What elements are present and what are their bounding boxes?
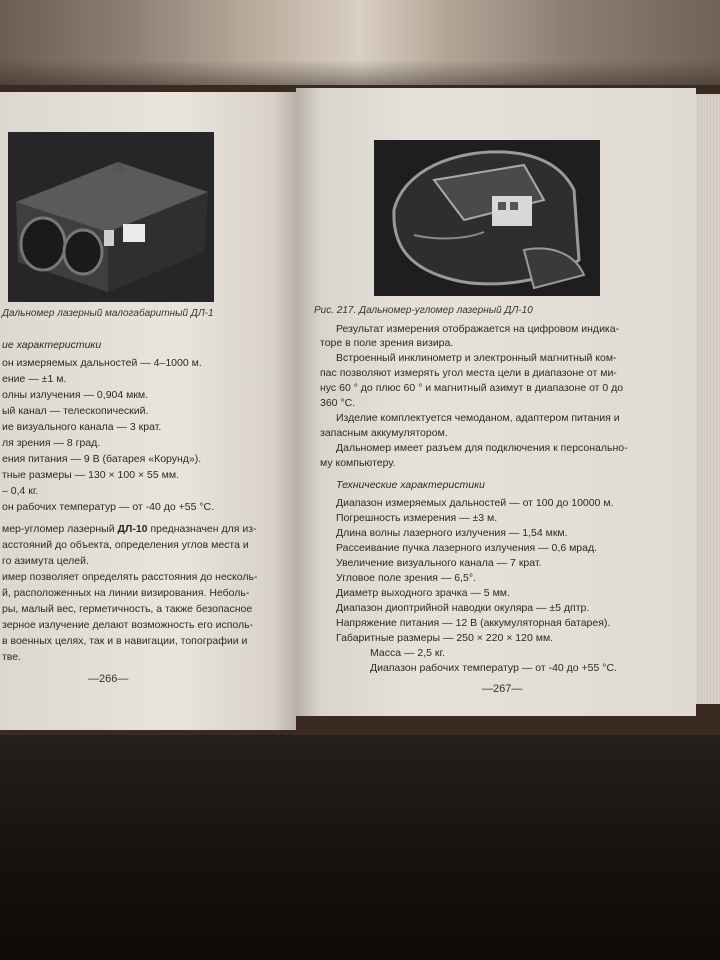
left-paragraph-line: имер позволяет определять расстояния до несколь- xyxy=(2,571,258,583)
left-specs-heading: ие характеристики xyxy=(2,339,102,351)
left-figure-caption: Дальномер лазерный малогабаритный ДЛ-1 xyxy=(2,308,214,319)
left-spec-line: тные размеры — 130 × 100 × 55 мм. xyxy=(2,469,179,481)
left-spec-line: ый канал — телескопический. xyxy=(2,405,149,417)
left-spec-line: ля зрения — 8 град. xyxy=(2,437,101,449)
left-paragraph-line: го азимута целей. xyxy=(2,555,89,567)
right-spec-line: Масса — 2,5 кг. xyxy=(370,647,445,659)
right-spec-line: Погрешность измерения — ±3 м. xyxy=(336,512,498,524)
table-surface xyxy=(0,700,720,960)
left-spec-line: – 0,4 кг. xyxy=(2,485,39,497)
right-paragraph-line: нус 60 ° до плюс 60 ° и магнитный азимут в диапазоне от 0 до xyxy=(320,382,624,394)
right-spec-line: Рассеивание пучка лазерного излучения — 0,6 мрад. xyxy=(336,542,598,554)
left-page-number: —266— xyxy=(88,673,129,685)
left-page xyxy=(0,92,296,730)
right-paragraph-line: торе в поле зрения визира. xyxy=(320,337,454,349)
rangefinder-dl1-photo xyxy=(8,132,214,302)
left-spec-line: ие визуального канала — 3 крат. xyxy=(2,421,162,433)
right-spec-line: Габаритные размеры — 250 × 220 × 120 мм. xyxy=(336,632,554,644)
para1-suffix: предназначен для из- xyxy=(147,523,257,535)
right-spec-line: Диапазон диоптрийной наводки окуляра — ±5 дптр. xyxy=(336,602,590,614)
right-page-number: —267— xyxy=(482,683,523,695)
right-paragraph-line: Результат измерения отображается на цифровом индика- xyxy=(336,323,620,335)
left-spec-line: он измеряемых дальностей — 4–1000 м. xyxy=(2,357,202,369)
para1-prefix: мер-угломер лазерный xyxy=(2,523,118,535)
right-paragraph-line: пас позволяют измерять угол места цели в диапазоне от ми- xyxy=(320,367,617,379)
rangefinder-dl1-image xyxy=(8,132,214,302)
left-paragraph-line: зерное излучение делают возможность его исполь- xyxy=(2,619,254,631)
right-page xyxy=(296,88,696,716)
rangefinder-dl10-photo xyxy=(374,140,600,296)
left-spec-line: он рабочих температур — от -40 до +55 °С. xyxy=(2,501,215,513)
left-paragraph-line: ры, малый вес, герметичность, а также безопасное xyxy=(2,603,253,615)
right-specs-heading: Технические характеристики xyxy=(336,479,485,491)
right-spec-line: Увеличение визуального канала — 7 крат. xyxy=(336,557,542,569)
right-spec-line: Диапазон измеряемых дальностей — от 100 до 10000 м. xyxy=(336,497,614,509)
rangefinder-dl10-image xyxy=(374,140,600,296)
left-spec-line: олны излучения — 0,904 мкм. xyxy=(2,389,149,401)
left-paragraph-line: тве. xyxy=(2,651,22,663)
right-spec-line: Диаметр выходного зрачка — 5 мм. xyxy=(336,587,510,599)
right-paragraph-line: запасным аккумулятором. xyxy=(320,427,448,439)
right-spec-line: Длина волны лазерного излучения — 1,54 мкм. xyxy=(336,527,568,539)
right-figure-caption: Рис. 217. Дальномер-угломер лазерный ДЛ-10 xyxy=(314,305,533,316)
right-spec-line: Напряжение питания — 12 В (аккумуляторная батарея). xyxy=(336,617,611,629)
right-paragraph-line: Изделие комплектуется чемоданом, адаптером питания и xyxy=(336,412,620,424)
right-paragraph-line: 360 °С. xyxy=(320,397,356,409)
left-paragraph-line: асстояний до объекта, определения углов места и xyxy=(2,539,249,551)
right-paragraph-line: Встроенный инклинометр и электронный магнитный ком- xyxy=(336,352,617,364)
left-spec-line: ение — ±1 м. xyxy=(2,373,67,385)
right-paragraph-line: Дальномер имеет разъем для подключения к персонально- xyxy=(336,442,628,454)
right-paragraph-line: му компьютеру. xyxy=(320,457,396,469)
right-spec-line: Угловое поле зрения — 6,5°. xyxy=(336,572,477,584)
left-paragraph-1-first-line xyxy=(2,522,257,538)
left-paragraph-line: й, расположенных на линии визирования. Неболь- xyxy=(2,587,250,599)
model-name: ДЛ-10 xyxy=(117,523,148,535)
left-spec-line: ения питания — 9 В (батарея «Корунд»). xyxy=(2,453,202,465)
right-spec-line: Диапазон рабочих температур — от -40 до +55 °С. xyxy=(370,662,617,674)
left-paragraph-line: в военных целях, так и в навигации, топографии и xyxy=(2,635,248,647)
